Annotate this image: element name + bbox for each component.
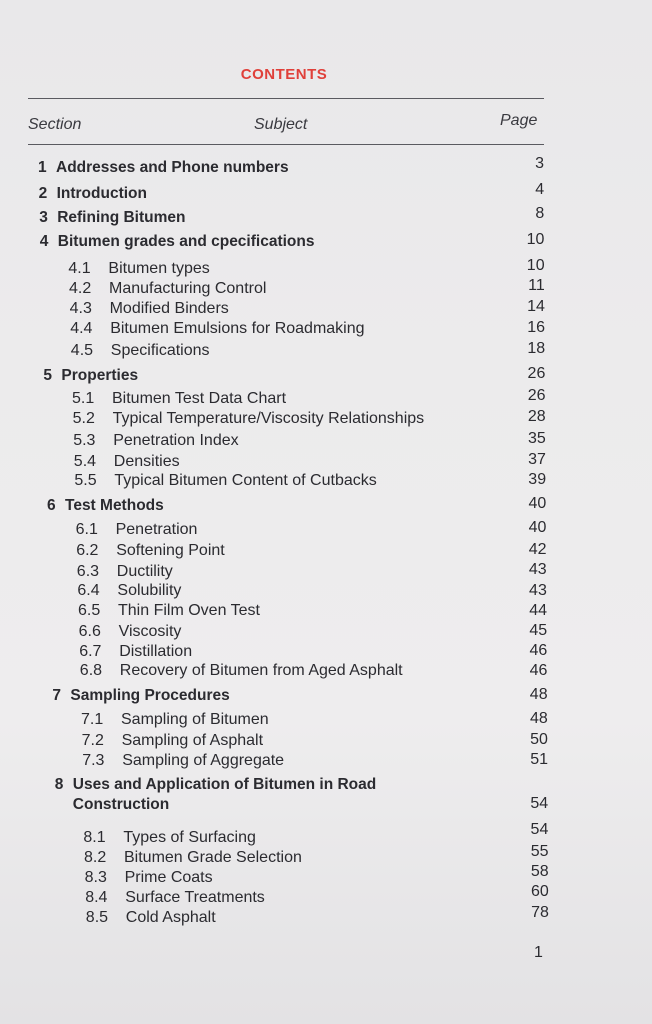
entry-number: 4	[39, 233, 49, 250]
entry-number: 6.7	[79, 643, 102, 660]
entry-page-number: 10	[526, 257, 545, 274]
subject-header: Subject	[254, 116, 308, 133]
entry-page-number: 43	[529, 582, 547, 599]
entry-page-number: 8	[535, 205, 545, 222]
entry-number: 8.1	[83, 829, 106, 846]
entry-page-number: 3	[535, 155, 544, 172]
entry-number: 7.2	[81, 732, 104, 749]
entry-number: 6.8	[79, 662, 103, 679]
entry-page-number: 26	[527, 387, 546, 404]
entry-page-number: 44	[529, 602, 547, 619]
entry-number: 3	[39, 209, 48, 226]
entry-page-number: 54	[530, 821, 549, 838]
top-rule	[28, 98, 544, 99]
entry-page-number: 26	[527, 365, 546, 382]
entry-page-number: 48	[529, 686, 548, 703]
entry-title: Manufacturing Control	[109, 280, 267, 297]
entry-title: Properties	[61, 367, 139, 384]
entry-page-number: 28	[527, 408, 546, 425]
entry-title: Test Methods	[65, 497, 164, 514]
entry-number: 5	[43, 367, 53, 384]
entry-page-number: 54	[530, 795, 549, 812]
entry-title: Bitumen Emulsions for Roadmaking	[110, 320, 365, 337]
entry-page-number: 58	[530, 863, 549, 880]
entry-number: 8.3	[84, 869, 107, 886]
entry-title: Distillation	[119, 643, 193, 660]
entry-title: Surface Treatments	[125, 889, 265, 906]
entry-number: 8.5	[85, 909, 109, 926]
entry-title: Types of Surfacing	[123, 829, 256, 846]
entry-title: Softening Point	[116, 542, 225, 559]
entry-page-number: 78	[531, 904, 549, 921]
entry-number: 6.5	[78, 602, 101, 619]
entry-title: Typical Bitumen Content of Cutbacks	[114, 472, 377, 489]
entry-number: 7.1	[81, 711, 104, 728]
entry-title: Solubility	[117, 582, 182, 599]
entry-title: Introduction	[56, 185, 147, 202]
entry-page-number: 35	[528, 430, 546, 447]
entry-title: Viscosity	[118, 623, 182, 640]
page-number: 1	[534, 944, 543, 961]
entry-title: Densities	[113, 453, 180, 470]
entry-page-number: 48	[529, 710, 548, 727]
entry-page-number: 40	[528, 495, 547, 512]
entry-page-number: 46	[529, 642, 548, 659]
entry-number: 4.4	[70, 320, 93, 337]
entry-number: 5.3	[73, 432, 96, 449]
entry-number: 6.3	[76, 563, 100, 580]
entry-page-number: 60	[531, 883, 549, 900]
entry-title: Recovery of Bitumen from Aged Asphalt	[119, 662, 403, 679]
entry-number: 6.1	[75, 521, 98, 538]
section-header: Section	[28, 116, 82, 133]
entry-title: Bitumen Test Data Chart	[112, 390, 287, 407]
entry-title: Sampling of Aggregate	[122, 752, 285, 769]
entry-title: Addresses and Phone numbers	[56, 159, 289, 176]
entry-number: 7.3	[82, 752, 105, 769]
entry-page-number: 55	[530, 843, 549, 860]
entry-page-number: 51	[530, 751, 549, 768]
entry-title: Modified Binders	[109, 300, 229, 317]
entry-title: Sampling of Asphalt	[121, 732, 264, 749]
entry-page-number: 45	[529, 622, 548, 639]
entry-title: Sampling Procedures	[70, 687, 230, 704]
entry-page-number: 37	[528, 451, 546, 468]
entry-number: 4.3	[69, 300, 92, 317]
entry-number: 8.4	[85, 889, 108, 906]
entry-page-number: 40	[528, 519, 547, 536]
header-rule	[28, 144, 544, 145]
entry-page-number: 42	[528, 541, 547, 558]
entry-title-continuation: Construction	[72, 796, 170, 813]
entry-page-number: 4	[535, 181, 545, 198]
entry-title: Refining Bitumen	[57, 209, 186, 226]
entry-number: 5.4	[73, 453, 97, 470]
entry-page-number: 11	[528, 277, 545, 294]
entry-title: Typical Temperature/Viscosity Relationships	[112, 410, 425, 427]
page-header: Page	[500, 112, 538, 129]
entry-title: Uses and Application of Bitumen in Road	[72, 776, 377, 793]
entry-title: Prime Coats	[124, 869, 213, 886]
entry-title: Sampling of Bitumen	[121, 711, 269, 728]
entry-number: 4.2	[69, 280, 92, 297]
entry-page-number: 16	[527, 319, 546, 336]
entry-title: Penetration Index	[113, 432, 239, 449]
entry-number: 5.2	[72, 410, 95, 427]
entry-title: Bitumen Grade Selection	[124, 849, 302, 866]
entry-title: Bitumen types	[108, 260, 210, 277]
entry-title: Specifications	[110, 342, 210, 359]
entry-number: 1	[38, 159, 47, 176]
entry-number: 7	[52, 687, 62, 704]
entry-number: 6.2	[76, 542, 99, 559]
entry-page-number: 10	[526, 231, 545, 248]
entry-page-number: 39	[528, 471, 547, 488]
entry-title: Penetration	[115, 521, 198, 538]
entry-title: Cold Asphalt	[125, 909, 216, 926]
entry-page-number: 14	[527, 298, 545, 315]
entry-number: 8.2	[84, 849, 107, 866]
entry-number: 6.6	[78, 623, 101, 640]
entry-page-number: 46	[529, 662, 548, 679]
entry-page-number: 18	[527, 340, 546, 357]
entry-number: 2	[38, 185, 48, 202]
entry-number: 6	[47, 497, 56, 514]
entry-number: 4.5	[70, 342, 94, 359]
entry-number: 6.4	[77, 582, 100, 599]
entry-title: Ductility	[116, 563, 173, 580]
entry-number: 5.5	[74, 472, 97, 489]
contents-title: CONTENTS	[240, 66, 328, 83]
entry-page-number: 50	[530, 731, 548, 748]
entry-title: Thin Film Oven Test	[118, 602, 260, 619]
entry-title: Bitumen grades and cpecifications	[57, 233, 315, 250]
entry-number: 5.1	[72, 390, 95, 407]
entry-page-number: 43	[528, 561, 547, 578]
entry-number: 8	[54, 776, 64, 793]
entry-number: 4.1	[68, 260, 91, 277]
